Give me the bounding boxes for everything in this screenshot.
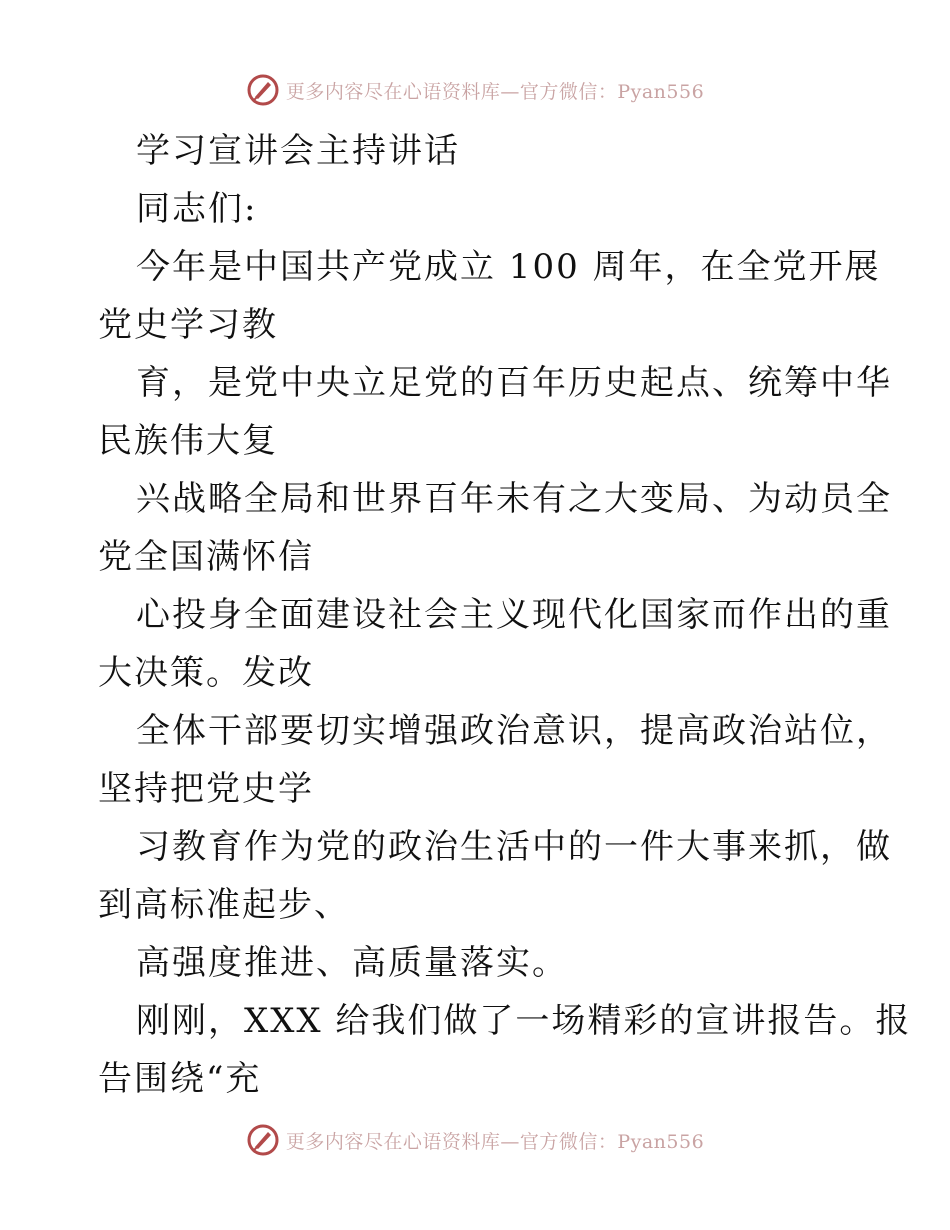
quill-logo-icon <box>246 1123 280 1157</box>
paragraph-line: 育，是党中央立足党的百年历史起点、统筹中华 <box>136 363 892 403</box>
quill-logo-icon <box>246 73 280 107</box>
paragraph-line: 民族伟大复 <box>98 421 278 461</box>
paragraph-line: 到高标准起步、 <box>98 885 350 925</box>
paragraph-line: 高强度推进、高质量落实。 <box>136 943 568 983</box>
paragraph-line: 全体干部要切实增强政治意识，提高政治站位， <box>136 711 892 751</box>
paragraph-line: 兴战略全局和世界百年未有之大变局、为动员全 <box>136 479 892 519</box>
paragraph-line: 今年是中国共产党成立 100 周年，在全党开展 <box>136 247 881 287</box>
watermark-text: 更多内容尽在心语资料库—官方微信：Pyan556 <box>285 1130 705 1153</box>
header-watermark <box>0 70 950 110</box>
paragraph-line: 大决策。发改 <box>98 653 314 693</box>
paragraph-line: 坚持把党史学 <box>98 769 314 809</box>
document-body <box>98 122 912 1108</box>
paragraph-line: 党史学习教 <box>98 305 278 345</box>
watermark-text: 更多内容尽在心语资料库—官方微信：Pyan556 <box>285 80 705 103</box>
paragraph-line: 心投身全面建设社会主义现代化国家而作出的重 <box>136 595 892 635</box>
paragraph-line: 党全国满怀信 <box>98 537 314 577</box>
salutation: 同志们: <box>136 189 258 229</box>
footer-watermark <box>0 1120 950 1160</box>
paragraph-line: 习教育作为党的政治生活中的一件大事来抓，做 <box>136 827 892 867</box>
paragraph-line: 刚刚，XXX 给我们做了一场精彩的宣讲报告。报 <box>136 1001 912 1041</box>
document-title: 学习宣讲会主持讲话 <box>136 131 460 171</box>
paragraph-line: 告围绕“充 <box>98 1059 262 1099</box>
